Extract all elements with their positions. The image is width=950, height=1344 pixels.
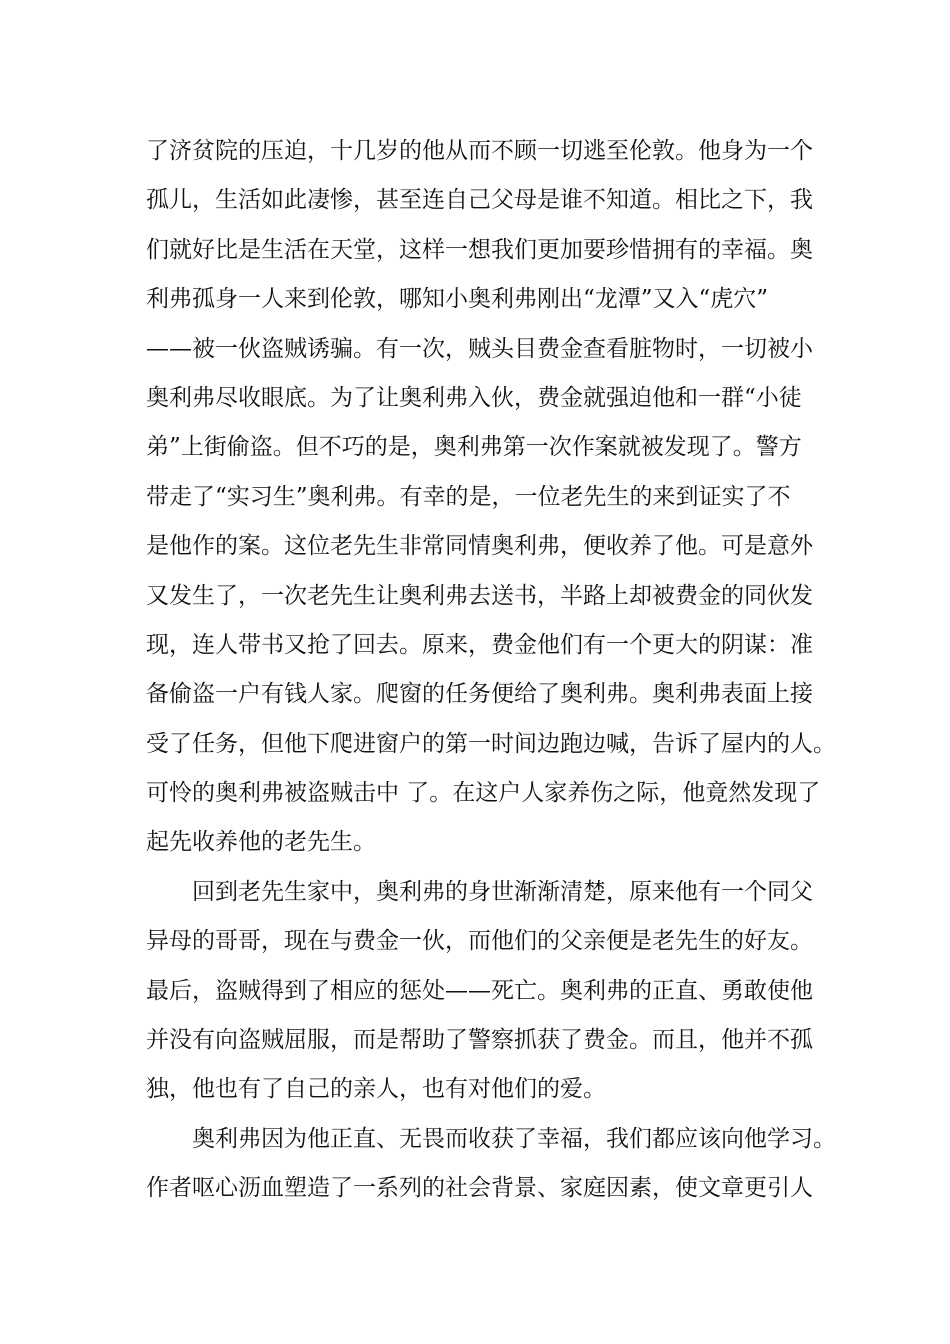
paragraph-1-line: 带走了“实习生”奥利弗。有幸的是，一位老先生的来到证实了不	[146, 483, 791, 510]
paragraph-1-line: 们就好比是生活在天堂，这样一想我们更加要珍惜拥有的幸福。奥	[146, 236, 813, 263]
paragraph-1-line: 又发生了，一次老先生让奥利弗去送书，半路上却被费金的同伙发	[146, 582, 813, 609]
paragraph-3-line: 作者呕心沥血塑造了一系列的社会背景、家庭因素，使文章更引人	[146, 1175, 813, 1202]
paragraph-1-line: 利弗孤身一人来到伦敦，哪知小奥利弗刚出“龙潭”又入“虎穴”	[146, 286, 769, 313]
paragraph-1-line: 现，连人带书又抢了回去。原来，费金他们有一个更大的阴谋：准	[146, 631, 813, 658]
paragraph-1-line: 起先收养他的老先生。	[146, 829, 376, 856]
paragraph-2-line: 独，他也有了自己的亲人，也有对他们的爱。	[146, 1076, 606, 1103]
paragraph-1-line: 是他作的案。这位老先生非常同情奥利弗，便收养了他。可是意外	[146, 533, 813, 560]
paragraph-2-line: 异母的哥哥，现在与费金一伙，而他们的父亲便是老先生的好友。	[146, 928, 813, 955]
paragraph-1-line: 弟”上街偷盗。但不巧的是，奥利弗第一次作案就被发现了。警方	[146, 434, 802, 461]
paragraph-1-line: 了济贫院的压迫，十几岁的他从而不顾一切逃至伦敦。他身为一个	[146, 138, 813, 164]
body-text	[146, 127, 836, 1214]
paragraph-1-line: 备偷盗一户有钱人家。爬窗的任务便给了奥利弗。奥利弗表面上接	[146, 681, 813, 708]
paragraph-1-line: 可怜的奥利弗被盗贼击中 了。在这户人家养伤之际，他竟然发现了	[146, 780, 821, 807]
paragraph-1-line: 奥利弗尽收眼底。为了让奥利弗入伙，费金就强迫他和一群“小徒	[146, 384, 802, 411]
paragraph-1-line: 孤儿，生活如此凄惨，甚至连自己父母是谁不知道。相比之下，我	[146, 187, 813, 214]
paragraph-3-line: 奥利弗因为他正直、无畏而收获了幸福，我们都应该向他学习。	[192, 1125, 836, 1152]
paragraph-2-line: 并没有向盗贼屈服，而是帮助了警察抓获了费金。而且，他并不孤	[146, 1027, 813, 1054]
paragraph-2-line: 回到老先生家中，奥利弗的身世渐渐清楚，原来他有一个同父	[192, 878, 813, 905]
paragraph-1-line: 受了任务，但他下爬进窗户的第一时间边跑边喊，告诉了屋内的人。	[146, 730, 836, 757]
paragraph-2-line: 最后，盗贼得到了相应的惩处——死亡。奥利弗的正直、勇敢使他	[146, 977, 813, 1004]
paragraph-1-line: ——被一伙盗贼诱骗。有一次，贼头目费金查看脏物时，一切被小	[146, 335, 813, 362]
